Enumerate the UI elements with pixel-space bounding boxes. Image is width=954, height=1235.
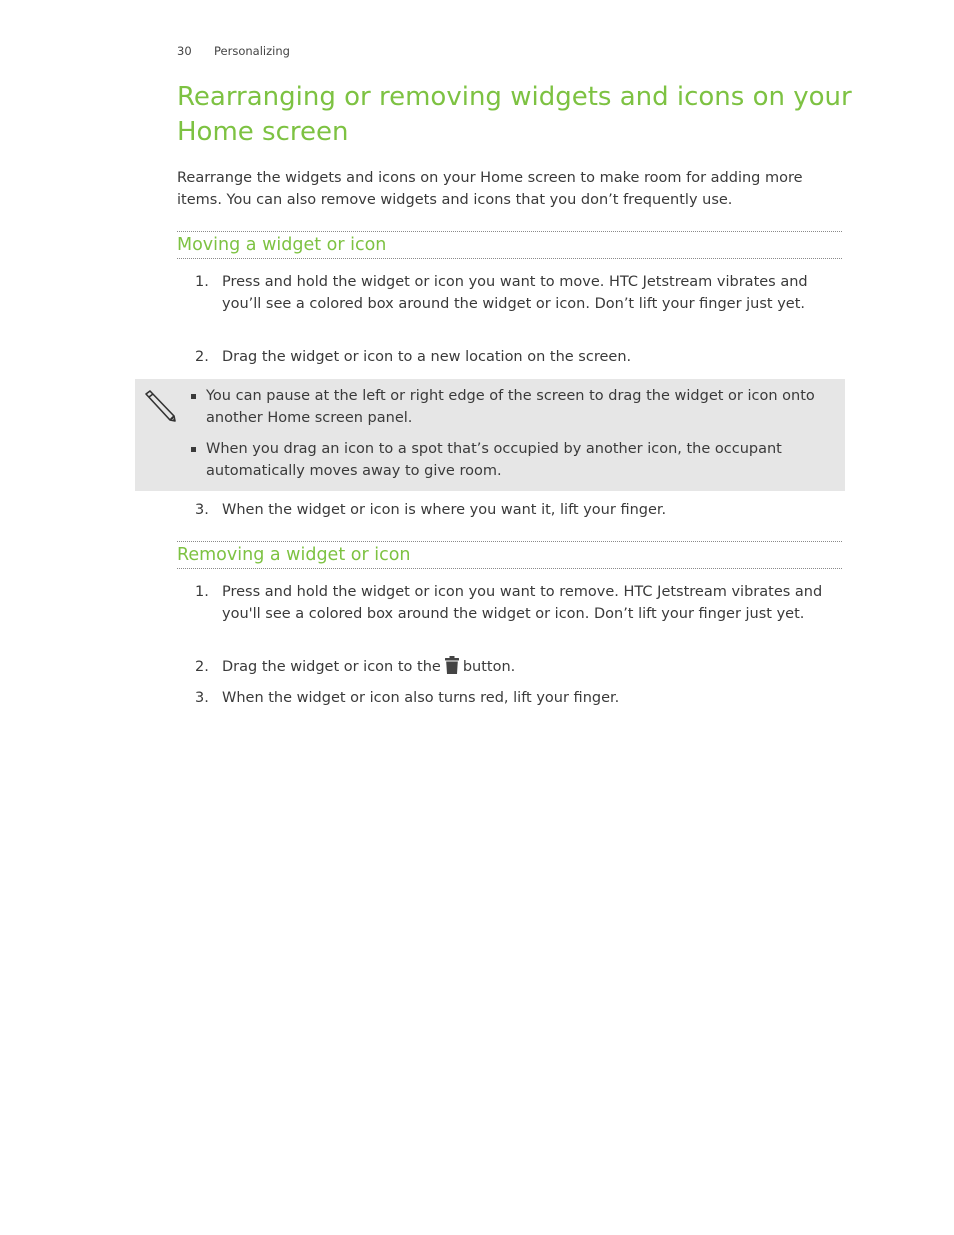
moving-step-3 xyxy=(177,499,842,521)
step-number: 3. xyxy=(195,690,209,706)
moving-section-heading xyxy=(177,231,842,259)
tip-text: When you drag an icon to a spot that’s occupied by another icon, the occupant automatically moves away to give room. xyxy=(206,441,782,479)
page-title: Rearranging or removing widgets and icons on your Home screen xyxy=(177,82,852,147)
intro-paragraph: Rearrange the widgets and icons on your Home screen to make room for adding more items. You can also remove widgets and icons that you don’t frequently use. xyxy=(177,170,803,208)
tip-item xyxy=(191,385,821,429)
step-text: When the widget or icon is where you want it, lift your finger. xyxy=(222,502,667,518)
tip-list xyxy=(191,385,821,491)
removing-step-1 xyxy=(177,581,842,625)
moving-heading-text: Moving a widget or icon xyxy=(177,235,387,255)
tip-item xyxy=(191,438,821,482)
step-text: Press and hold the widget or icon you want to remove. HTC Jetstream vibrates and you'll see a colored box around the widget or icon. Don’t lift your finger just yet. xyxy=(222,584,823,622)
step-number: 1. xyxy=(195,274,209,290)
page-number: 30 xyxy=(177,44,192,58)
step-number: 2. xyxy=(195,659,209,675)
tip-text: You can pause at the left or right edge of the screen to drag the widget or icon onto another Home screen panel. xyxy=(206,388,815,426)
tip-note-box xyxy=(135,379,845,491)
moving-step-2 xyxy=(177,346,842,368)
bullet-icon xyxy=(191,447,196,452)
step-text: Press and hold the widget or icon you want to move. HTC Jetstream vibrates and you’ll see a colored box around the widget or icon. Don’t lift your finger just yet. xyxy=(222,274,808,312)
step-text-after: button. xyxy=(462,659,516,675)
trash-icon xyxy=(445,656,459,674)
moving-step-1 xyxy=(177,271,842,315)
page-header xyxy=(177,44,290,58)
step-number: 2. xyxy=(195,349,209,365)
section-name: Personalizing xyxy=(214,44,290,58)
step-text: Drag the widget or icon to a new location on the screen. xyxy=(222,349,632,365)
bullet-icon xyxy=(191,394,196,399)
step-text-before: Drag the widget or icon to the xyxy=(222,659,441,675)
step-number: 3. xyxy=(195,502,209,518)
removing-heading-text: Removing a widget or icon xyxy=(177,545,411,565)
removing-section-heading xyxy=(177,541,842,569)
step-number: 1. xyxy=(195,584,209,600)
removing-step-2 xyxy=(177,656,842,678)
step-text xyxy=(222,656,842,678)
removing-step-3 xyxy=(177,687,842,709)
pencil-icon xyxy=(143,389,177,423)
step-text: When the widget or icon also turns red, lift your finger. xyxy=(222,690,620,706)
